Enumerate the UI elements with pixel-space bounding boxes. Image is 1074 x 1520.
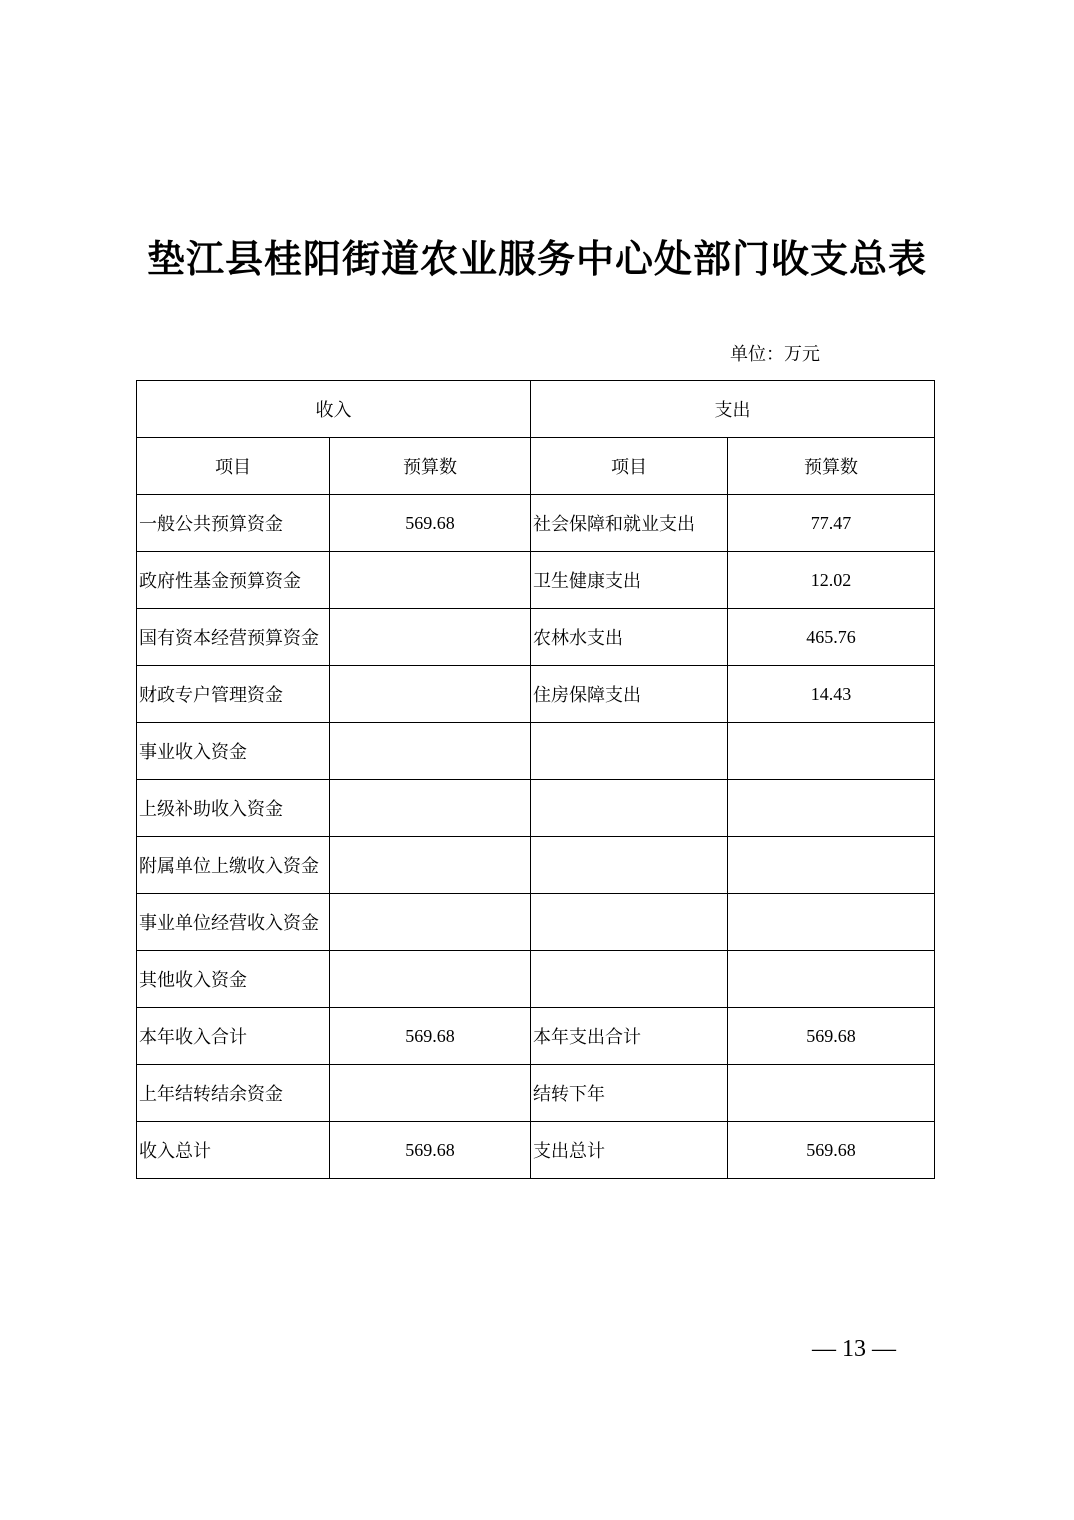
unit-label: 单位：万元: [730, 344, 820, 365]
expenditure-item-cell: [531, 723, 728, 780]
expenditure-amount-cell: 12.02: [728, 552, 935, 609]
income-amount-cell: [330, 780, 531, 837]
table-row: [137, 495, 935, 552]
income-amount-header: 预算数: [330, 438, 531, 495]
table-row: [137, 780, 935, 837]
income-item-cell: 上级补助收入资金: [137, 780, 330, 837]
table-row: [137, 951, 935, 1008]
table-row: [137, 552, 935, 609]
expenditure-amount-cell: 569.68: [728, 1122, 935, 1179]
expenditure-amount-cell: [728, 780, 935, 837]
expenditure-amount-cell: [728, 837, 935, 894]
expenditure-amount-cell: [728, 894, 935, 951]
income-amount-cell: [330, 951, 531, 1008]
income-item-cell: 事业收入资金: [137, 723, 330, 780]
expenditure-item-cell: 卫生健康支出: [531, 552, 728, 609]
page-number: — 13 —: [812, 1336, 896, 1362]
expenditure-item-cell: 本年支出合计: [531, 1008, 728, 1065]
income-item-cell: 财政专户管理资金: [137, 666, 330, 723]
income-item-header: 项目: [137, 438, 330, 495]
group-header-row: [137, 381, 935, 438]
expenditure-amount-header: 预算数: [728, 438, 935, 495]
expenditure-item-cell: [531, 894, 728, 951]
expenditure-item-cell: [531, 837, 728, 894]
income-amount-cell: [330, 723, 531, 780]
expenditure-amount-cell: [728, 951, 935, 1008]
table-row: [137, 666, 935, 723]
income-group-header: 收入: [137, 381, 531, 438]
table-row: [137, 894, 935, 951]
expenditure-amount-cell: 465.76: [728, 609, 935, 666]
income-item-cell: 上年结转结余资金: [137, 1065, 330, 1122]
expenditure-amount-cell: [728, 723, 935, 780]
expenditure-amount-cell: [728, 1065, 935, 1122]
income-amount-cell: [330, 894, 531, 951]
table-row: [137, 1065, 935, 1122]
expenditure-item-cell: [531, 951, 728, 1008]
income-item-cell: 政府性基金预算资金: [137, 552, 330, 609]
table-row: [137, 1008, 935, 1065]
expenditure-amount-cell: 569.68: [728, 1008, 935, 1065]
expenditure-item-cell: 住房保障支出: [531, 666, 728, 723]
income-amount-cell: [330, 552, 531, 609]
budget-table: [136, 380, 935, 1179]
income-item-cell: 国有资本经营预算资金: [137, 609, 330, 666]
expenditure-item-cell: 支出总计: [531, 1122, 728, 1179]
income-amount-cell: [330, 837, 531, 894]
income-amount-cell: [330, 609, 531, 666]
income-item-cell: 一般公共预算资金: [137, 495, 330, 552]
expenditure-amount-cell: 14.43: [728, 666, 935, 723]
table-row: [137, 723, 935, 780]
income-amount-cell: 569.68: [330, 1008, 531, 1065]
expenditure-item-cell: 农林水支出: [531, 609, 728, 666]
income-item-cell: 收入总计: [137, 1122, 330, 1179]
expenditure-item-header: 项目: [531, 438, 728, 495]
income-item-cell: 事业单位经营收入资金: [137, 894, 330, 951]
expenditure-item-cell: 社会保障和就业支出: [531, 495, 728, 552]
expenditure-group-header: 支出: [531, 381, 935, 438]
income-amount-cell: [330, 666, 531, 723]
income-item-cell: 附属单位上缴收入资金: [137, 837, 330, 894]
income-item-cell: 其他收入资金: [137, 951, 330, 1008]
income-amount-cell: [330, 1065, 531, 1122]
income-item-cell: 本年收入合计: [137, 1008, 330, 1065]
column-header-row: [137, 438, 935, 495]
table-row: [137, 609, 935, 666]
table-row: [137, 1122, 935, 1179]
expenditure-amount-cell: 77.47: [728, 495, 935, 552]
income-amount-cell: 569.68: [330, 1122, 531, 1179]
income-amount-cell: 569.68: [330, 495, 531, 552]
expenditure-item-cell: [531, 780, 728, 837]
page-title: 垫江县桂阳街道农业服务中心处部门收支总表: [146, 237, 927, 281]
table-row: [137, 837, 935, 894]
expenditure-item-cell: 结转下年: [531, 1065, 728, 1122]
